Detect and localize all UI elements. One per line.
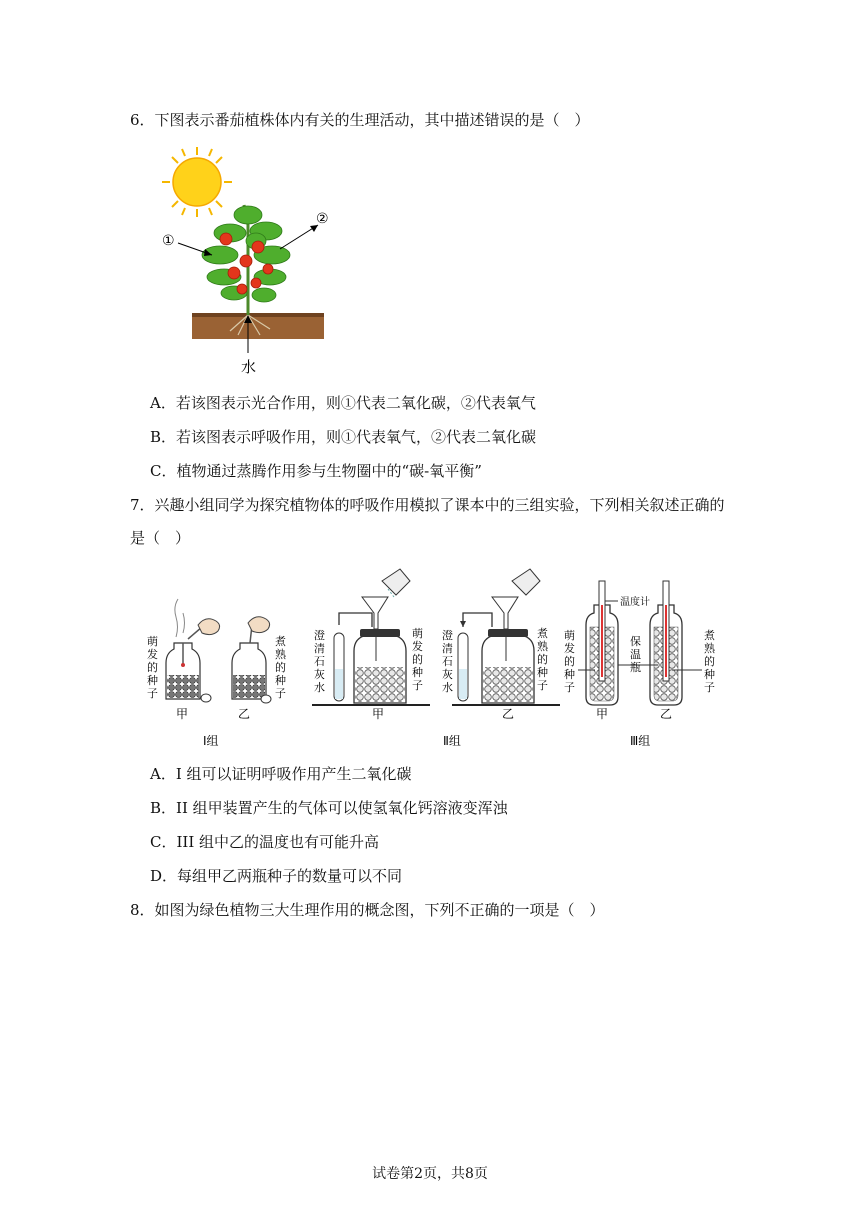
g3-group-label: Ⅲ组 (630, 734, 651, 748)
q7-stem-line2: 是（ ） (130, 529, 191, 547)
g1-right-label: 煮熟的种子 (275, 635, 286, 700)
q7-option-c: C．III 组中乙的温度也有可能升高 (150, 833, 380, 851)
q7-option-d: D．每组甲乙两瓶种子的数量可以不同 (150, 867, 403, 885)
g3-flask: 保温瓶 (630, 635, 641, 674)
q7-option-a: A．I 组可以证明呼吸作用产生二氧化碳 (150, 765, 412, 783)
g2-yi: 乙 (502, 707, 515, 721)
q6-option-b: B．若该图表示呼吸作用，则①代表氧气，②代表二氧化碳 (150, 428, 537, 446)
label-2: ② (316, 211, 329, 227)
g3-yi: 乙 (660, 707, 673, 721)
q6-option-c: C．植物通过蒸腾作用参与生物圈中的“碳-氧平衡” (150, 462, 482, 480)
g2-lime-right: 澄清石灰水 (442, 629, 453, 694)
q6-option-a: A．若该图表示光合作用，则①代表二氧化碳，②代表氧气 (150, 394, 536, 412)
g3-thermometer: 温度计 (620, 597, 650, 608)
g3-jia: 甲 (596, 707, 609, 721)
g2-seed-left: 萌发的种子 (412, 627, 423, 692)
g2-group-label: Ⅱ组 (443, 734, 461, 748)
sun-icon (162, 147, 232, 217)
g1-group-label: Ⅰ组 (203, 734, 219, 748)
g2-jia: 甲 (372, 707, 385, 721)
g3-left-seed: 萌发的种子 (564, 629, 575, 694)
tomato-plant-figure (160, 145, 350, 380)
label-water: 水 (241, 358, 257, 376)
g3-right-seed: 煮熟的种子 (704, 629, 715, 694)
g2-seed-right: 煮熟的种子 (537, 627, 548, 692)
page-footer: 试卷第2页，共8页 (372, 1166, 488, 1182)
q7-stem-line1: 7．兴趣小组同学为探究植物体的呼吸作用模拟了课本中的三组实验，下列相关叙述正确的 (130, 496, 725, 514)
g2-lime-left: 澄清石灰水 (314, 629, 325, 694)
q6-stem: 6．下图表示番茄植株体内有关的生理活动，其中描述错误的是（ ） (130, 111, 590, 129)
q7-option-b: B．II 组甲装置产生的气体可以使氢氧化钙溶液变浑浊 (150, 799, 508, 817)
g1-jia: 甲 (176, 707, 189, 721)
q8-stem: 8．如图为绿色植物三大生理作用的概念图，下列不正确的一项是（ ） (130, 901, 605, 919)
g1-yi: 乙 (238, 707, 251, 721)
g1-left-label: 萌发的种子 (147, 635, 158, 700)
group-1-apparatus (166, 599, 271, 703)
label-1: ① (162, 233, 175, 249)
respiration-experiments-figure (140, 565, 730, 755)
